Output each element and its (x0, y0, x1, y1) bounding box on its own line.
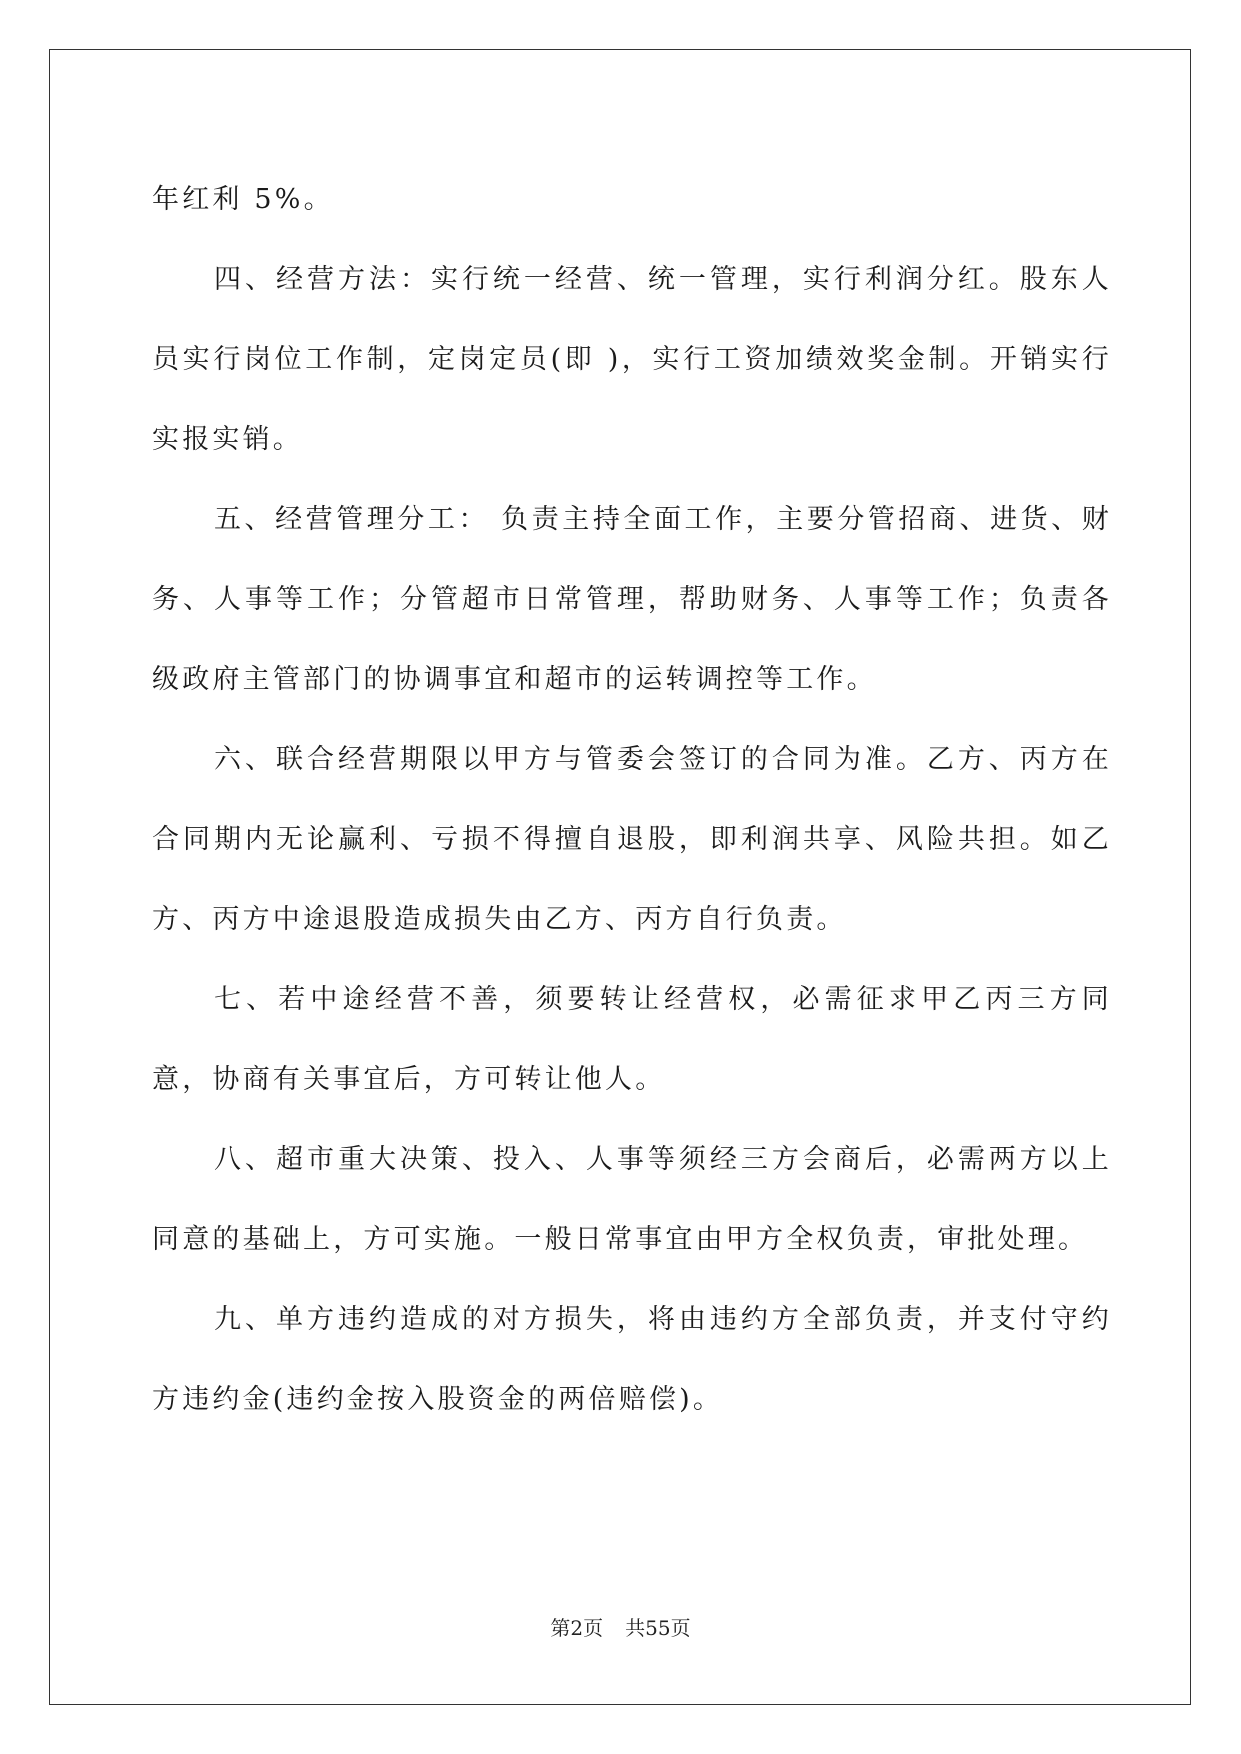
document-body (152, 160, 1112, 1440)
paragraph-clause-8: 八、超市重大决策、投入、人事等须经三方会商后，必需两方以上同意的基础上，方可实施。一般日常事宜由甲方全权负责，审批处理。 (152, 1144, 1112, 1255)
paragraph-clause-4: 四、经营方法：实行统一经营、统一管理，实行利润分红。股东人员实行岗位工作制，定岗定员(即 )，实行工资加绩效奖金制。开销实行实报实销。 (152, 264, 1112, 455)
page-footer (0, 1612, 1241, 1641)
page-total: 共55页 (625, 1616, 691, 1640)
page-number: 第2页 (550, 1616, 604, 1640)
paragraph-clause-9: 九、单方违约造成的对方损失，将由违约方全部负责，并支付守约方违约金(违约金按入股资金的两倍赔偿)。 (152, 1304, 1112, 1415)
paragraph-clause-6: 六、联合经营期限以甲方与管委会签订的合同为准。乙方、丙方在合同期内无论赢利、亏损不得擅自退股，即利润共享、风险共担。如乙方、丙方中途退股造成损失由乙方、丙方自行负责。 (152, 744, 1112, 935)
paragraph-clause-5: 五、经营管理分工： 负责主持全面工作，主要分管招商、进货、财务、人事等工作；分管超市日常管理，帮助财务、人事等工作；负责各级政府主管部门的协调事宜和超市的运转调控等工作。 (152, 504, 1112, 695)
paragraph-continuation: 年红利 5%。 (152, 184, 334, 215)
paragraph-clause-7: 七、若中途经营不善，须要转让经营权，必需征求甲乙丙三方同意，协商有关事宜后，方可转让他人。 (152, 984, 1112, 1095)
